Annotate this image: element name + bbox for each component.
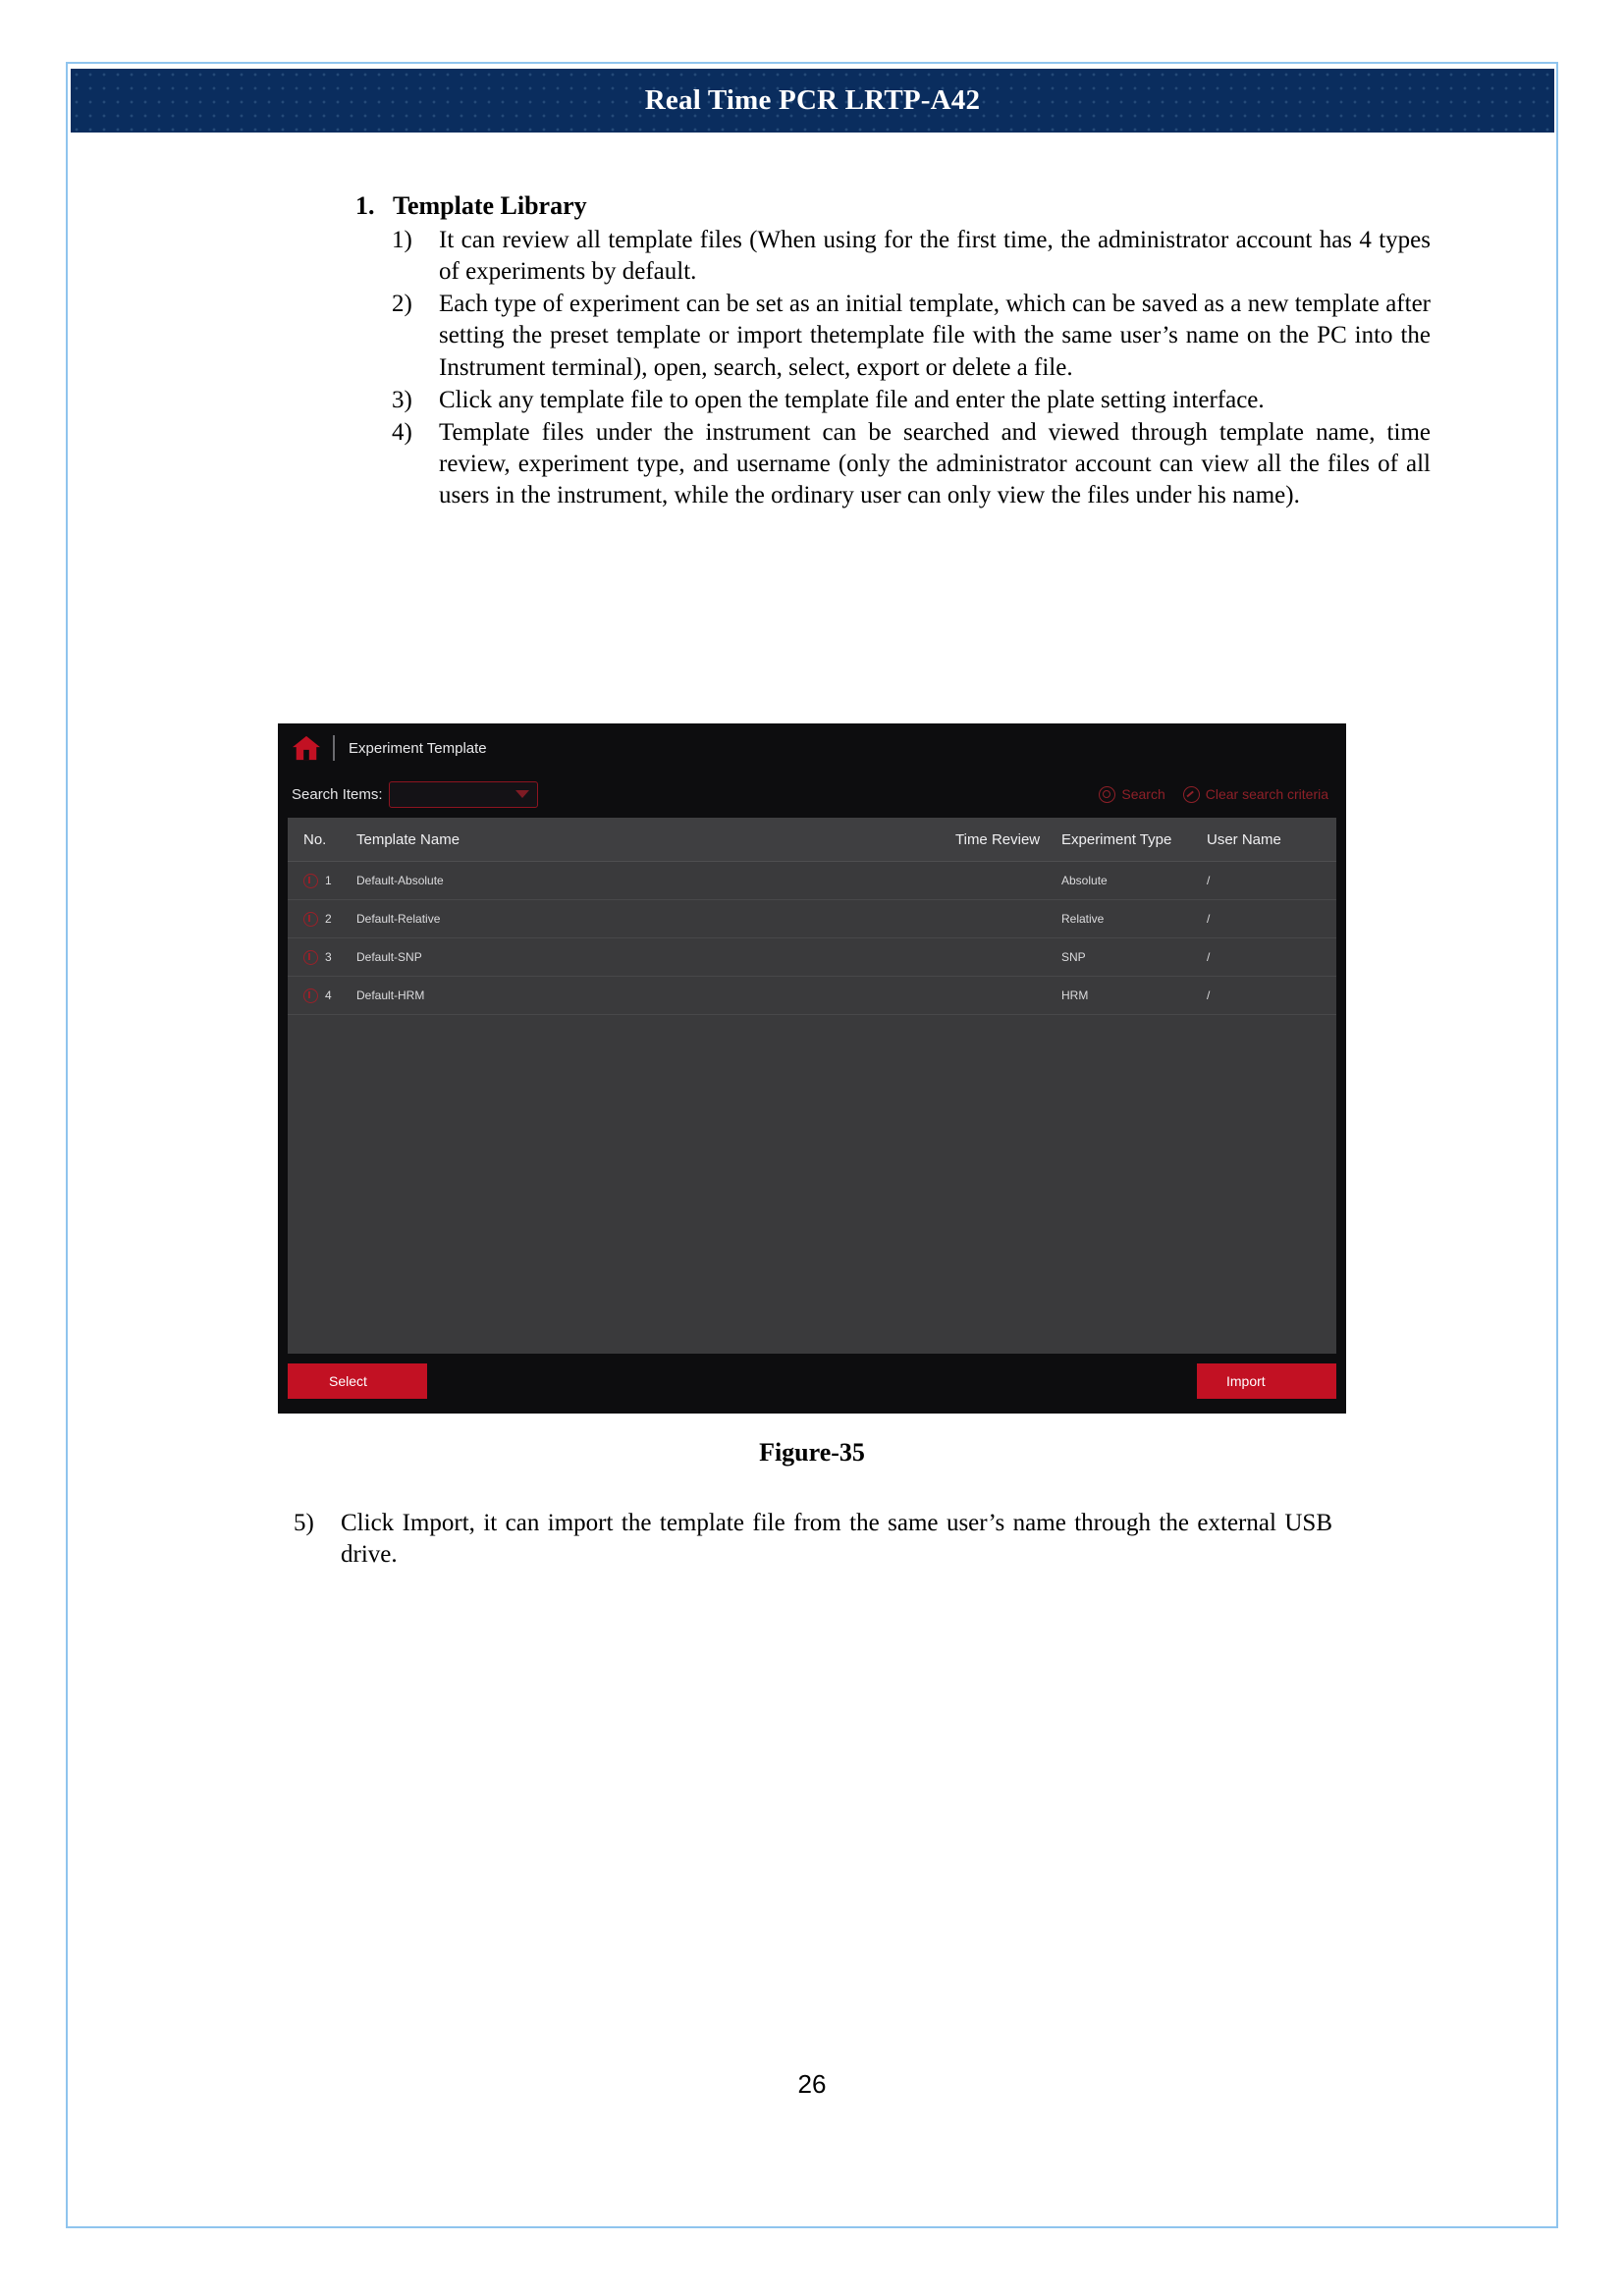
- document-header-band: [71, 69, 1554, 133]
- table-row[interactable]: [288, 862, 1336, 900]
- chevron-down-icon: [515, 790, 529, 798]
- list-item: [294, 1508, 1558, 1571]
- row-template-name: Default-HRM: [356, 988, 425, 1002]
- list-item-marker: 5): [294, 1510, 314, 1536]
- list-item-text: Click any template file to open the template file and enter the plate setting interface.: [439, 386, 1265, 413]
- row-status-icon[interactable]: [303, 950, 318, 965]
- row-status-icon[interactable]: [303, 912, 318, 927]
- row-number: 2: [325, 912, 332, 926]
- row-no-cell: [288, 950, 356, 965]
- list-item: [392, 385, 1470, 416]
- device-screen-title: Experiment Template: [349, 739, 487, 757]
- row-template-name: Default-Relative: [356, 912, 441, 926]
- page-number: 26: [797, 2069, 827, 2099]
- section-number: 1.: [355, 191, 375, 220]
- row-status-icon[interactable]: [303, 874, 318, 888]
- row-user-name: /: [1207, 874, 1211, 887]
- device-search-bar: [278, 773, 1346, 816]
- search-button[interactable]: [1099, 786, 1164, 803]
- row-no-cell: [288, 874, 356, 888]
- section-title: Template Library: [393, 191, 587, 220]
- document-body: [66, 147, 1558, 512]
- figure-caption: Figure-35: [759, 1438, 865, 1467]
- row-experiment-type: SNP: [1061, 950, 1086, 964]
- column-header-name: Template Name: [356, 830, 460, 848]
- list-item-marker: 1): [392, 227, 412, 253]
- template-table: [288, 818, 1336, 1354]
- row-no-cell: [288, 912, 356, 927]
- device-topbar: [278, 723, 1346, 773]
- row-user-name: /: [1207, 912, 1211, 926]
- list-item-text: It can review all template files (When using for the first time, the administrator account has 4 types of experiments by default.: [439, 227, 1431, 286]
- row-number: 4: [325, 988, 332, 1002]
- topbar-divider: [333, 735, 335, 761]
- page-title: Real Time PCR LRTP-A42: [644, 84, 981, 116]
- magnifier-icon: [1099, 786, 1115, 803]
- list-item: [392, 289, 1470, 383]
- column-header-no: No.: [303, 830, 327, 848]
- row-number: 3: [325, 950, 332, 964]
- list-item-marker: 4): [392, 418, 412, 446]
- row-experiment-type: Relative: [1061, 912, 1105, 926]
- row-template-name: Default-SNP: [356, 950, 422, 964]
- row-template-name: Default-Absolute: [356, 874, 444, 887]
- column-header-user: User Name: [1207, 830, 1281, 848]
- row-user-name: /: [1207, 950, 1211, 964]
- list-item: [392, 417, 1470, 511]
- column-header-type: Experiment Type: [1061, 830, 1172, 848]
- clear-circle-icon: [1183, 786, 1200, 803]
- select-button[interactable]: Select: [288, 1363, 427, 1399]
- table-row[interactable]: [288, 938, 1336, 977]
- section-heading: [355, 191, 1470, 221]
- clear-search-criteria-button[interactable]: [1183, 786, 1328, 803]
- list-item-marker: 2): [392, 291, 412, 318]
- table-header-row: [288, 818, 1336, 862]
- import-button[interactable]: Import: [1197, 1363, 1336, 1399]
- list-item-text: Click Import, it can import the template file from the same user’s name through the external USB drive.: [341, 1510, 1332, 1569]
- list-item-marker: 3): [392, 386, 412, 413]
- table-row[interactable]: [288, 977, 1336, 1015]
- trailing-item-list: [66, 1508, 1558, 1571]
- search-items-select[interactable]: [389, 781, 538, 808]
- clear-search-criteria-label: Clear search criteria: [1205, 786, 1328, 802]
- device-footer: [278, 1354, 1346, 1409]
- row-experiment-type: Absolute: [1061, 874, 1108, 887]
- search-button-label: Search: [1121, 786, 1165, 802]
- home-icon[interactable]: [292, 734, 321, 762]
- figure-device-screenshot: [278, 723, 1346, 1414]
- column-header-time: Time Review: [955, 830, 1041, 848]
- row-status-icon[interactable]: [303, 988, 318, 1003]
- search-items-label: Search Items:: [292, 785, 383, 803]
- row-user-name: /: [1207, 988, 1211, 1002]
- row-no-cell: [288, 988, 356, 1003]
- list-item-text: Each type of experiment can be set as an initial template, which can be saved as a new template after setting the preset template or import thetemplate file with the same user’s name on the PC into the Instrument terminal), open, search, select, export or delete a file.: [439, 291, 1431, 381]
- row-number: 1: [325, 874, 332, 887]
- row-experiment-type: HRM: [1061, 988, 1089, 1002]
- section-item-list: [392, 225, 1470, 511]
- search-action-group: [1099, 786, 1328, 803]
- table-row[interactable]: [288, 900, 1336, 938]
- list-item: [392, 225, 1470, 288]
- list-item-text: Template files under the instrument can be searched and viewed through template name, time review, experiment type, and username (only the administrator account can view all the files of all users in the instrument, while the ordinary user can only view the files under his name).: [439, 418, 1431, 508]
